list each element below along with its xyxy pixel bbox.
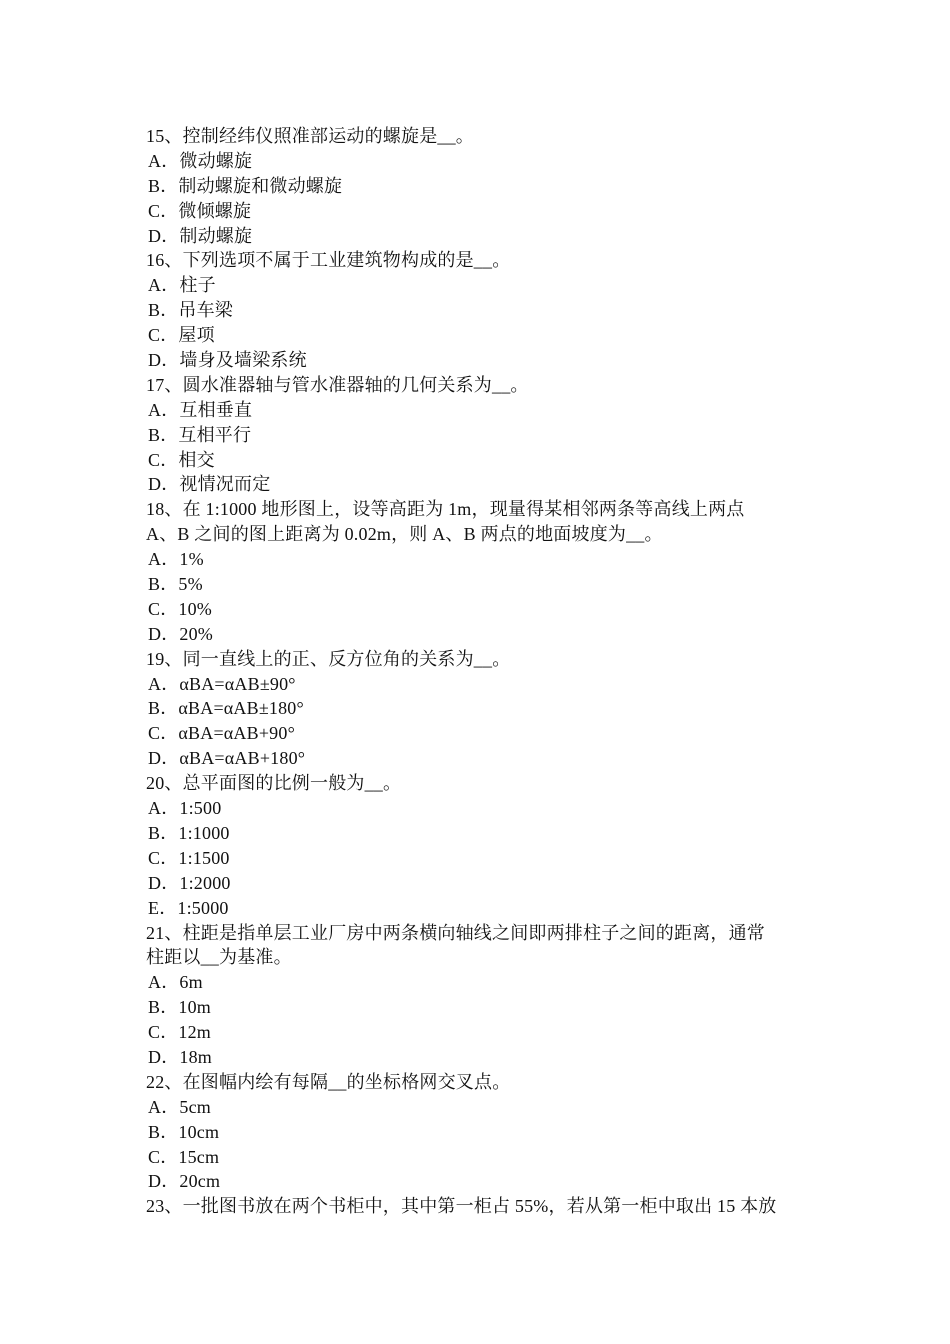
question-stem-line-1: 18、在 1:1000 地形图上，设等高距为 1m，现量得某相邻两条等高线上两点 xyxy=(146,499,745,520)
option-b: B．吊车梁 xyxy=(148,300,234,321)
question-stem: 19、同一直线上的正、反方位角的关系为__。 xyxy=(146,648,511,669)
option-c: C．微倾螺旋 xyxy=(148,200,252,221)
question-stem: 16、下列选项不属于工业建筑物构成的是__。 xyxy=(146,250,511,271)
question-18 xyxy=(146,497,811,646)
option-c: C．12m xyxy=(148,1022,212,1043)
question-stem-line-2: A、B 之间的图上距离为 0.02m，则 A、B 两点的地面坡度为__。 xyxy=(146,524,663,545)
option-a: A．柱子 xyxy=(148,275,216,296)
option-c: C．相交 xyxy=(148,449,215,470)
option-a: A．5cm xyxy=(148,1096,211,1117)
option-d: D．墙身及墙梁系统 xyxy=(148,350,307,371)
option-a: A．1% xyxy=(148,549,204,570)
option-b: B．1:1000 xyxy=(148,822,230,843)
option-c: C．1:1500 xyxy=(148,847,230,868)
option-a: A．互相垂直 xyxy=(148,399,253,420)
question-stem: 23、一批图书放在两个书柜中，其中第一柜占 55%，若从第一柜中取出 15 本放 xyxy=(146,1196,777,1217)
question-stem: 17、圆水准器轴与管水准器轴的几何关系为__。 xyxy=(146,374,529,395)
question-15 xyxy=(146,124,811,248)
question-stem: 22、在图幅内绘有每隔__的坐标格网交叉点。 xyxy=(146,1071,511,1092)
question-21 xyxy=(146,921,811,1070)
question-list xyxy=(146,124,811,1219)
question-16 xyxy=(146,248,811,372)
option-d: D．制动螺旋 xyxy=(148,225,253,246)
option-a: A．αBA=αAB±90° xyxy=(148,673,296,694)
option-e: E．1:5000 xyxy=(148,897,229,918)
question-23 xyxy=(146,1194,811,1219)
option-b: B．αBA=αAB±180° xyxy=(148,698,304,719)
option-d: D．20cm xyxy=(148,1171,221,1192)
question-stem-line-1: 21、柱距是指单层工业厂房中两条横向轴线之间即两排柱子之间的距离，通常 xyxy=(146,922,765,943)
question-stem: 20、总平面图的比例一般为__。 xyxy=(146,773,402,794)
option-c: C．αBA=αAB+90° xyxy=(148,723,295,744)
question-22 xyxy=(146,1070,811,1194)
option-b: B．10cm xyxy=(148,1121,220,1142)
option-b: B．制动螺旋和微动螺旋 xyxy=(148,175,343,196)
option-a: A．6m xyxy=(148,972,203,993)
question-19 xyxy=(146,647,811,771)
option-a: A．1:500 xyxy=(148,798,222,819)
option-d: D．视情况而定 xyxy=(148,474,271,495)
question-20 xyxy=(146,771,811,920)
option-b: B．5% xyxy=(148,574,203,595)
option-c: C．15cm xyxy=(148,1146,220,1167)
question-stem-line-2: 柱距以__为基准。 xyxy=(146,947,292,968)
question-stem: 15、控制经纬仪照准部运动的螺旋是__。 xyxy=(146,126,474,146)
option-c: C．屋项 xyxy=(148,325,215,346)
option-d: D．18m xyxy=(148,1046,212,1067)
option-d: D．1:2000 xyxy=(148,872,231,893)
option-c: C．10% xyxy=(148,598,212,619)
option-b: B．10m xyxy=(148,997,212,1018)
option-a: A．微动螺旋 xyxy=(148,150,253,171)
option-d: D．20% xyxy=(148,623,213,644)
option-b: B．互相平行 xyxy=(148,424,252,445)
option-d: D．αBA=αAB+180° xyxy=(148,748,306,769)
question-17 xyxy=(146,373,811,497)
